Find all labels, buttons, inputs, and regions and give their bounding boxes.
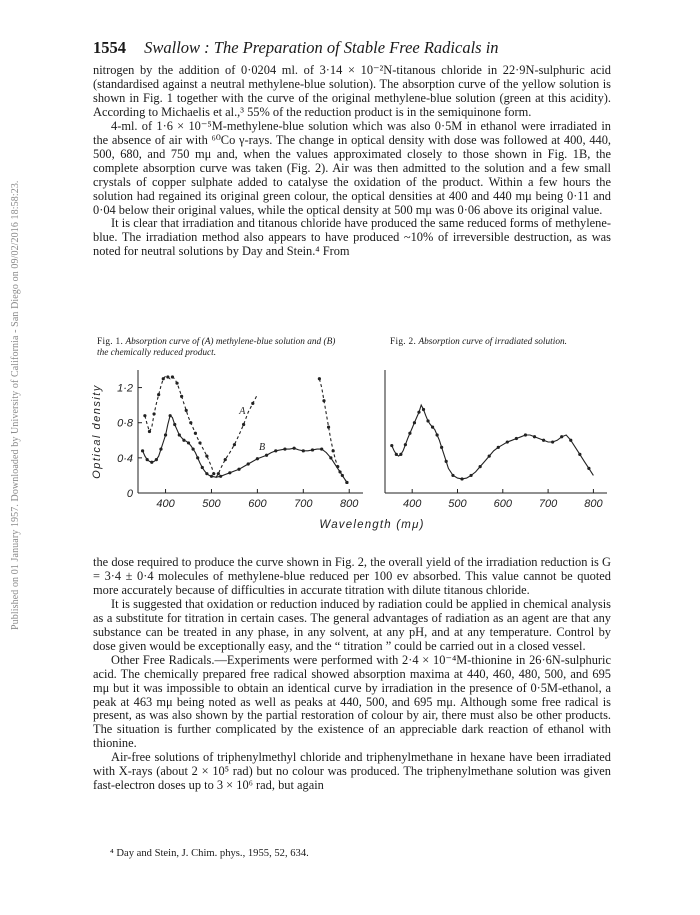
- data-point: [542, 439, 545, 442]
- data-point: [479, 465, 482, 468]
- series-line: [145, 376, 258, 477]
- data-point: [404, 443, 407, 446]
- data-point: [175, 382, 178, 385]
- x-tick-label: 400: [403, 498, 422, 510]
- data-point: [187, 441, 190, 444]
- data-point: [196, 456, 199, 459]
- data-point: [189, 421, 192, 424]
- y-tick-label: 0: [126, 488, 133, 500]
- x-tick-label: 800: [340, 498, 359, 510]
- series-line: [319, 379, 347, 483]
- paragraph: nitrogen by the addition of 0·0204 ml. of 3·14 × 10⁻²N-titanous chloride in 22·9N-sulphuric acid (standardised against a neutral methylene-blue solution). The absorption curve of the yellow solution is shown in Fig. 1 together with the curve of the original methylene-blue solution (green at this acidity). According to Michaelis et al.,³ 55% of the reduction product is in the semiquinone form.: [93, 63, 611, 119]
- page-number: 1554: [93, 38, 126, 57]
- data-point: [445, 460, 448, 463]
- data-point: [141, 449, 144, 452]
- data-point: [164, 433, 167, 436]
- page-header: [93, 38, 613, 58]
- data-point: [169, 414, 172, 417]
- data-point: [185, 409, 188, 412]
- data-point: [205, 472, 208, 475]
- data-point: [178, 433, 181, 436]
- series-line: [392, 405, 594, 479]
- data-point: [173, 423, 176, 426]
- x-tick-label: 500: [202, 498, 221, 510]
- data-point: [146, 458, 149, 461]
- data-point: [345, 481, 348, 484]
- curve-label-b: B: [258, 441, 266, 453]
- data-point: [318, 377, 321, 380]
- data-point: [578, 453, 581, 456]
- data-point: [233, 443, 236, 446]
- data-point: [426, 419, 429, 422]
- data-point: [194, 432, 197, 435]
- data-point: [469, 474, 472, 477]
- data-point: [506, 440, 509, 443]
- curve-label-a: A: [239, 406, 246, 418]
- data-point: [224, 458, 227, 461]
- data-point: [587, 467, 590, 470]
- data-point: [560, 435, 563, 438]
- data-point: [413, 421, 416, 424]
- data-point: [256, 457, 259, 460]
- data-point: [417, 411, 420, 414]
- running-title: Swallow : The Preparation of Stable Free Radicals in: [144, 38, 499, 57]
- data-point: [395, 453, 398, 456]
- fig2-caption: [390, 337, 605, 348]
- data-point: [247, 462, 250, 465]
- paragraph: Air-free solutions of triphenylmethyl chloride and triphenylmethane in hexane have been irradiated with X-rays (about 2 × 10⁵ rad) but no colour was produced. The triphenylmethane solution was given fast-electron doses up to 3 × 10⁶ rad, but again: [93, 750, 611, 793]
- data-point: [210, 475, 213, 478]
- data-point: [148, 430, 151, 433]
- paragraph: the dose required to produce the curve shown in Fig. 2, the overall yield of the irradiation reduction is G = 3·4 ± 0·4 molecules of methylene-blue reduced per 100 ev absorbed. This value cannot be quoted more accurately because of difficulties in accurate titration with dilute titanous chloride.: [93, 555, 611, 597]
- paragraph: It is suggested that oxidation or reduction induced by radiation could be applied in chemical analysis as a substitute for titration in certain cases. The general advantages of radiation as an agent are that any substance can be treated in any phase, in any solvent, at any pH, and at any temperature. Control by dose given would be exceptionally easy, and the “ titration ” could be carried out in a closed vessel.: [93, 596, 611, 653]
- y-tick-label: 0·8: [117, 417, 133, 430]
- data-point: [431, 426, 434, 429]
- data-point: [152, 412, 155, 415]
- data-point: [322, 399, 325, 402]
- data-point: [274, 449, 277, 452]
- data-point: [212, 472, 215, 475]
- data-point: [198, 441, 201, 444]
- data-point: [159, 447, 162, 450]
- data-point: [150, 461, 153, 464]
- data-point: [162, 377, 165, 380]
- data-point: [157, 393, 160, 396]
- series-line: [143, 416, 347, 483]
- data-point: [242, 423, 245, 426]
- data-point: [201, 466, 204, 469]
- data-point: [143, 414, 146, 417]
- data-point: [311, 448, 314, 451]
- data-point: [180, 395, 183, 398]
- y-tick-label: 0·4: [117, 452, 133, 465]
- data-point: [327, 426, 330, 429]
- fig1-caption-text: Absorption curve of (A) methylene-blue solution and (B) the chemically reduced product.: [97, 337, 336, 358]
- fig2-caption-text: Absorption curve of irradiated solution.: [418, 337, 567, 347]
- data-point: [341, 474, 344, 477]
- data-point: [399, 453, 402, 456]
- figures: [80, 360, 620, 540]
- x-tick-label: 700: [538, 498, 558, 510]
- x-tick-label: 600: [248, 498, 267, 510]
- data-point: [265, 454, 268, 457]
- footnote: ⁴ Day and Stein, J. Chim. phys., 1955, 52, 634.: [110, 848, 309, 859]
- data-point: [408, 432, 411, 435]
- data-point: [217, 472, 220, 475]
- x-tick-label: 500: [448, 498, 467, 510]
- data-point: [237, 468, 240, 471]
- data-point: [436, 433, 439, 436]
- data-point: [440, 446, 443, 449]
- x-tick-label: 800: [584, 498, 603, 510]
- data-point: [524, 433, 527, 436]
- data-point: [329, 456, 332, 459]
- data-point: [332, 449, 335, 452]
- data-point: [336, 465, 339, 468]
- data-point: [155, 458, 158, 461]
- x-tick-label: 700: [294, 498, 313, 510]
- data-point: [251, 402, 254, 405]
- data-point: [205, 455, 208, 458]
- data-point: [497, 446, 500, 449]
- data-point: [302, 449, 305, 452]
- x-tick-label: 600: [493, 498, 512, 510]
- data-point: [460, 477, 463, 480]
- body-text-bottom: [93, 556, 611, 793]
- data-point: [320, 447, 323, 450]
- y-axis-label: Optical density: [91, 384, 103, 479]
- data-point: [451, 474, 454, 477]
- fig1-caption: [97, 337, 347, 359]
- data-point: [228, 471, 231, 474]
- data-point: [533, 435, 536, 438]
- paragraph: 4-ml. of 1·6 × 10⁻⁵M-methylene-blue solution which was also 0·5M in ethanol were irradiated in the absence of air with ⁶⁰Co γ-rays. The change in optical density with dose was followed at 400, 440, 500, 680, and 750 mμ and, when the values approximated closely to those shown in Fig. 1B, the complete absorption curve was taken (Fig. 2). Air was then admitted to the solution and a few small crystals of copper sulphate added to catalyse the oxidation of the product. Within a few hours the solution had regained its original green colour, the optical densities at 400 and 440 mμ being 0·11 and 0·04 below their original values, while the optical density at 500 mμ was 0·06 above its original value.: [93, 118, 611, 217]
- data-point: [192, 447, 195, 450]
- x-axis-label: Wavelength (mμ): [319, 519, 425, 531]
- data-point: [166, 375, 169, 378]
- data-point: [171, 375, 174, 378]
- data-point: [515, 437, 518, 440]
- y-tick-label: 1·2: [117, 382, 133, 395]
- data-point: [551, 440, 554, 443]
- data-point: [283, 447, 286, 450]
- download-stamp: Published on 01 January 1957. Downloaded by University of California - San Diego on 09/02/2016 18:58:23.: [10, 180, 21, 630]
- paragraph: Other Free Radicals.—Experiments were performed with 2·4 × 10⁻⁴M-thionine in 26·6N-sulphuric acid. The chemically prepared free radical showed absorption maxima at 440, 460, 480, 500, and 695 mμ but it was impossible to obtain an identical curve by irradiation in the presence of 0·5M-ethanol, a peak at 463 mμ being noted as well as peaks at 440, 500, and 695 mμ. Although some free radical is present, as was also shown by the partial restoration of colour by air, there must also be other products. The situation is further complicated by the existence of an appreciable dark reaction of ethanol with thionine.: [93, 652, 611, 751]
- fig2-label: Fig. 2.: [390, 337, 417, 347]
- body-text-top: [93, 64, 611, 259]
- data-point: [293, 447, 296, 450]
- data-point: [390, 444, 393, 447]
- data-point: [488, 455, 491, 458]
- x-tick-label: 400: [156, 498, 175, 510]
- data-point: [422, 408, 425, 411]
- data-point: [219, 475, 222, 478]
- paragraph: It is clear that irradiation and titanous chloride have produced the same reduced forms of methylene-blue. The irradiation method also appears to have produced ~10% of irreversible destruction, as was noted for neutral solutions by Day and Stein.⁴ From: [93, 216, 611, 259]
- data-point: [569, 439, 572, 442]
- fig1-label: Fig. 1.: [97, 337, 124, 347]
- data-point: [182, 439, 185, 442]
